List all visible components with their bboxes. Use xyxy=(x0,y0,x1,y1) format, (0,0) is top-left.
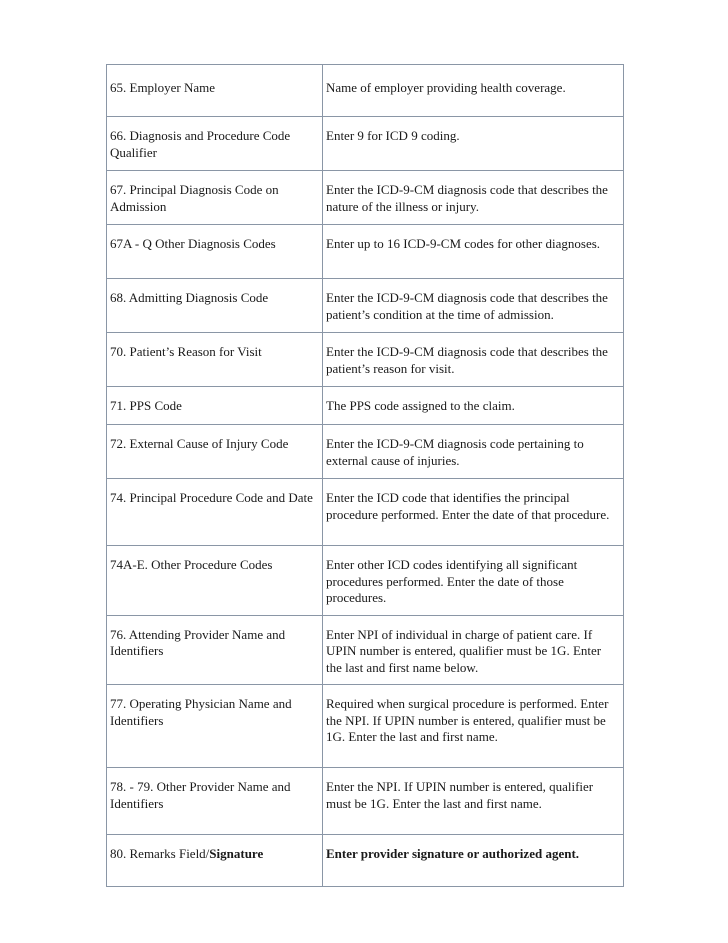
table-row xyxy=(107,279,624,333)
table-row xyxy=(107,425,624,479)
field-description-cell: Enter the ICD-9-CM diagnosis code pertaining to external cause of injuries. xyxy=(323,425,624,479)
field-description-cell: Enter other ICD codes identifying all significant procedures performed. Enter the date of those procedures. xyxy=(323,546,624,616)
field-name-cell: 76. Attending Provider Name and Identifiers xyxy=(107,615,323,685)
field-name-cell xyxy=(107,835,323,887)
claim-form-instructions-table xyxy=(106,64,624,887)
field-name-cell: 71. PPS Code xyxy=(107,387,323,425)
field-description-cell: Enter the ICD-9-CM diagnosis code that describes the patient’s condition at the time of admission. xyxy=(323,279,624,333)
field-name-cell: 67A - Q Other Diagnosis Codes xyxy=(107,225,323,279)
field-name-cell: 65. Employer Name xyxy=(107,65,323,117)
field-description-cell: Enter provider signature or authorized agent. xyxy=(323,835,624,887)
field-name-cell: 66. Diagnosis and Procedure Code Qualifier xyxy=(107,117,323,171)
table-row xyxy=(107,479,624,546)
field-name-prefix: 80. Remarks Field/ xyxy=(110,846,210,861)
field-description-cell: Enter the ICD-9-CM diagnosis code that describes the nature of the illness or injury. xyxy=(323,171,624,225)
field-name-cell: 78. - 79. Other Provider Name and Identifiers xyxy=(107,768,323,835)
table-row xyxy=(107,333,624,387)
field-name-cell: 68. Admitting Diagnosis Code xyxy=(107,279,323,333)
table-row xyxy=(107,835,624,887)
field-name-cell: 70. Patient’s Reason for Visit xyxy=(107,333,323,387)
table-row xyxy=(107,117,624,171)
field-description-cell: The PPS code assigned to the claim. xyxy=(323,387,624,425)
table-row xyxy=(107,546,624,616)
field-description-cell: Required when surgical procedure is performed. Enter the NPI. If UPIN number is entered, qualifier must be 1G. Enter the last and first name. xyxy=(323,685,624,768)
field-description-cell: Enter the ICD-9-CM diagnosis code that describes the patient’s reason for visit. xyxy=(323,333,624,387)
field-description-cell: Enter the NPI. If UPIN number is entered, qualifier must be 1G. Enter the last and first name. xyxy=(323,768,624,835)
table-row xyxy=(107,65,624,117)
field-description-cell: Enter the ICD code that identifies the principal procedure performed. Enter the date of that procedure. xyxy=(323,479,624,546)
table-row xyxy=(107,768,624,835)
field-name-cell: 74. Principal Procedure Code and Date xyxy=(107,479,323,546)
field-name-cell: 74A-E. Other Procedure Codes xyxy=(107,546,323,616)
field-description-cell: Enter NPI of individual in charge of patient care. If UPIN number is entered, qualifier must be 1G. Enter the last and first name below. xyxy=(323,615,624,685)
field-description-cell: Enter 9 for ICD 9 coding. xyxy=(323,117,624,171)
table-row xyxy=(107,615,624,685)
table-row xyxy=(107,171,624,225)
table-row xyxy=(107,685,624,768)
field-description-cell: Name of employer providing health coverage. xyxy=(323,65,624,117)
field-name-cell: 67. Principal Diagnosis Code on Admission xyxy=(107,171,323,225)
table-row xyxy=(107,387,624,425)
table-row xyxy=(107,225,624,279)
field-description-cell: Enter up to 16 ICD-9-CM codes for other diagnoses. xyxy=(323,225,624,279)
field-name-cell: 72. External Cause of Injury Code xyxy=(107,425,323,479)
field-name-bold: Signature xyxy=(209,846,264,861)
field-name-cell: 77. Operating Physician Name and Identifiers xyxy=(107,685,323,768)
